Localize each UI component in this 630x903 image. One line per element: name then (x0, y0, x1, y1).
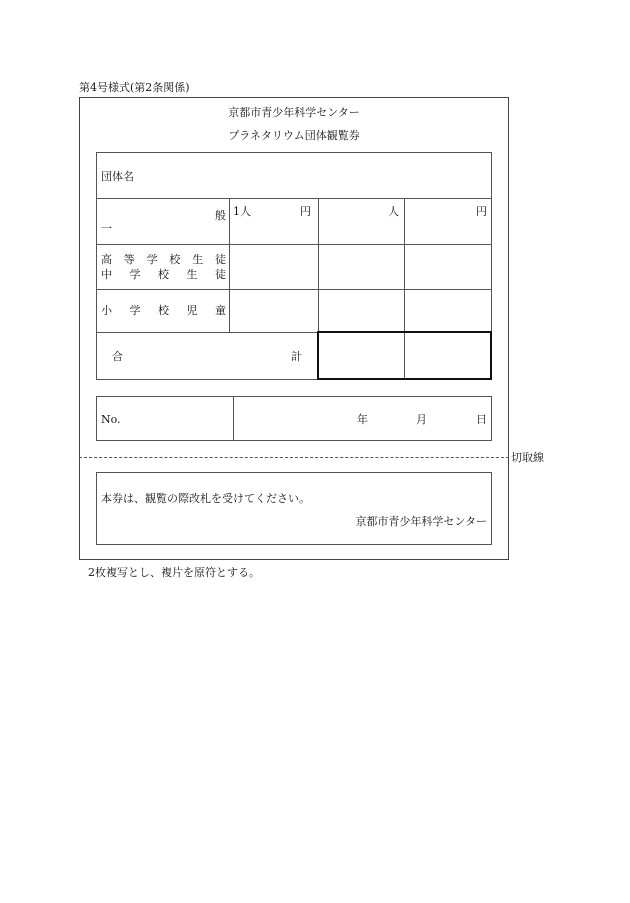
persons-unit: 人 (388, 205, 399, 218)
footnote: 2枚複写とし、複片を原符とする。 (88, 566, 260, 579)
ticket-title: プラネタリウム団体観覧券 (228, 129, 360, 142)
unit-per-person: 1人 (233, 205, 251, 218)
day-label: 日 (476, 413, 487, 426)
label-char: 生 (192, 253, 204, 266)
group-name-label: 団体名 (101, 170, 134, 183)
label-char: 等 (123, 253, 135, 266)
yen-unit: 円 (300, 205, 311, 218)
label-char: 小 (101, 304, 112, 317)
row-highschool-label (101, 253, 226, 266)
label-char: 生 (186, 268, 198, 281)
row-elementary-label (101, 304, 226, 317)
stub-box (96, 472, 492, 545)
no-label: No. (101, 413, 121, 426)
row-divider (96, 289, 492, 290)
label-char: 学 (129, 268, 141, 281)
org-name: 京都市青少年科学センター (228, 106, 360, 119)
label-char: 学 (146, 253, 158, 266)
yen-unit: 円 (476, 205, 487, 218)
year-label: 年 (357, 413, 368, 426)
label-char: 計 (291, 350, 302, 363)
label-char: 中 (101, 268, 112, 281)
label-char: 学 (129, 304, 141, 317)
cut-line (79, 457, 509, 458)
label-char: 校 (158, 304, 169, 317)
col-divider (233, 396, 234, 441)
form-number: 第4号様式(第2条関係) (79, 81, 190, 94)
label-char: 校 (158, 268, 169, 281)
row-divider (96, 198, 492, 199)
label-char: 高 (101, 253, 112, 266)
label-char: 徒 (215, 268, 226, 281)
col-divider (229, 198, 230, 332)
row-general-label (101, 209, 226, 235)
row-juniorhigh-label (101, 268, 226, 281)
stub-notice: 本券は、観覧の際改札を受けてください。 (101, 492, 310, 505)
row-total-label (112, 350, 302, 363)
issue-box (96, 396, 492, 441)
label-char: 徒 (214, 253, 226, 266)
stub-issuer: 京都市青少年科学センター (355, 515, 487, 528)
total-highlight-box (317, 331, 492, 380)
label-char: 校 (169, 253, 181, 266)
row-general-char: 般 (215, 209, 226, 222)
label-char: 合 (112, 350, 123, 363)
label-char: 児 (186, 304, 198, 317)
row-general-char: 一 (101, 222, 112, 235)
label-char: 童 (215, 304, 226, 317)
month-label: 月 (416, 413, 427, 426)
cut-line-label: 切取線 (511, 451, 544, 464)
row-divider (96, 244, 492, 245)
